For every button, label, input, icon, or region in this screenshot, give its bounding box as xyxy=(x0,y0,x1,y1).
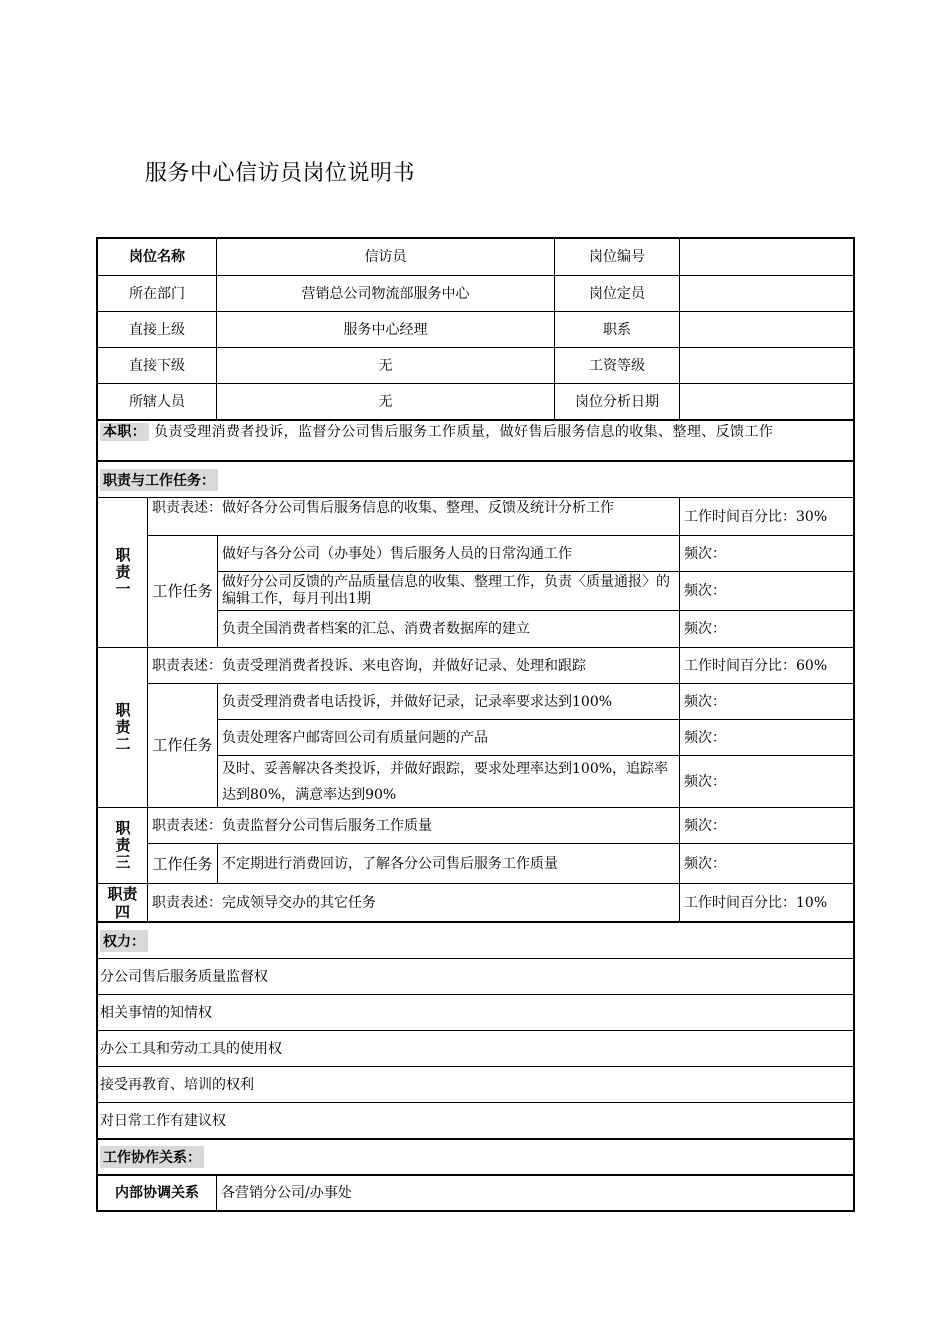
task-row xyxy=(218,720,853,756)
duty-3-block xyxy=(98,808,853,884)
duty-1-pct: 工作时间百分比：30% xyxy=(684,508,828,525)
task-freq: 频次： xyxy=(684,583,726,599)
duty-3-task-list xyxy=(218,844,853,883)
task-row xyxy=(218,844,853,883)
task-row xyxy=(218,611,853,647)
basic-label: 所辖人员 xyxy=(98,384,217,419)
task-text: 做好与各分公司（办事处）售后服务人员的日常沟通工作 xyxy=(218,536,680,571)
duty-4-pct: 工作时间百分比：10% xyxy=(684,894,828,911)
job-description-table xyxy=(96,237,855,1212)
basic-label: 岗位编号 xyxy=(555,239,680,275)
duty-1-task-label: 工作任务 xyxy=(148,536,218,647)
benzhi-content xyxy=(98,421,775,441)
duty-2-pct: 工作时间百分比：60% xyxy=(684,657,828,674)
coop-row xyxy=(98,1176,853,1212)
basic-info-block xyxy=(96,237,855,421)
duty-3-pct: 频次： xyxy=(684,817,726,834)
power-header: 权力： xyxy=(100,930,148,952)
task-text: 做好分公司反馈的产品质量信息的收集、整理工作，负责〈质量通报〉的编辑工作，每月刊出1期 xyxy=(218,572,680,610)
duty-3-desc: 职责表述：负责监督分公司售后服务工作质量 xyxy=(148,808,680,843)
duties-header: 职责与工作任务： xyxy=(100,469,218,491)
power-item: 接受再教育、培训的权利 xyxy=(100,1076,254,1093)
task-freq: 频次： xyxy=(684,773,726,790)
basic-row xyxy=(98,312,853,348)
task-text: 不定期进行消费回访，了解各分公司售后服务工作质量 xyxy=(218,844,680,883)
basic-value xyxy=(680,348,853,383)
basic-value: 信访员 xyxy=(217,239,555,275)
duty-1-task-list xyxy=(218,536,853,647)
task-text: 负责受理消费者电话投诉，并做好记录，记录率要求达到100% xyxy=(218,684,680,719)
document-title: 服务中心信访员岗位说明书 xyxy=(145,161,416,186)
power-item: 办公工具和劳动工具的使用权 xyxy=(100,1040,282,1057)
basic-label: 工资等级 xyxy=(555,348,680,383)
coop-label: 内部协调关系 xyxy=(98,1176,217,1210)
duty-4-row xyxy=(98,884,853,923)
basic-label: 直接下级 xyxy=(98,348,217,383)
power-item: 分公司售后服务质量监督权 xyxy=(100,968,268,985)
task-text: 负责全国消费者档案的汇总、消费者数据库的建立 xyxy=(218,611,680,647)
basic-row xyxy=(98,384,853,421)
basic-value xyxy=(680,312,853,347)
coop-header: 工作协作关系： xyxy=(100,1146,204,1168)
basic-label: 所在部门 xyxy=(98,276,217,311)
task-freq: 频次： xyxy=(684,545,726,562)
duty-3-name: 职责三 xyxy=(113,820,132,871)
basic-row xyxy=(98,348,853,384)
duty-4-desc: 职责表述：完成领导交办的其它任务 xyxy=(148,884,680,921)
duty-2-task-list xyxy=(218,684,853,807)
basic-value: 无 xyxy=(217,348,555,383)
power-row xyxy=(98,1031,853,1067)
duty-2-desc-row xyxy=(148,648,853,684)
benzhi-block xyxy=(96,421,855,462)
basic-label: 职系 xyxy=(555,312,680,347)
duty-3-name-cell xyxy=(98,808,148,883)
basic-value xyxy=(680,384,853,419)
basic-row xyxy=(98,276,853,312)
basic-label: 岗位分析日期 xyxy=(555,384,680,419)
power-header-row xyxy=(98,923,853,959)
powers-section xyxy=(96,923,855,1140)
duty-1-desc-row xyxy=(148,498,853,536)
duty-2-task-label: 工作任务 xyxy=(148,684,218,807)
duty-3-task-label: 工作任务 xyxy=(148,844,218,883)
power-row xyxy=(98,959,853,995)
task-row xyxy=(218,536,853,572)
benzhi-text: 负责受理消费者投诉，监督分公司售后服务工作质量，做好售后服务信息的收集、整理、反馈工作 xyxy=(154,424,774,440)
task-row xyxy=(218,684,853,720)
power-row xyxy=(98,1103,853,1140)
duty-3-desc-row xyxy=(148,808,853,844)
duty-2-block xyxy=(98,648,853,808)
duty-1-name-cell xyxy=(98,498,148,647)
power-item: 相关事情的知情权 xyxy=(100,1004,212,1021)
task-text: 负责处理客户邮寄回公司有质量问题的产品 xyxy=(218,720,680,755)
duty-1-content xyxy=(148,498,853,647)
power-row xyxy=(98,995,853,1031)
coop-value: 各营销分公司/办事处 xyxy=(221,1185,352,1201)
duty-2-name-cell xyxy=(98,648,148,807)
duty-3-tasks xyxy=(148,844,853,883)
basic-label: 直接上级 xyxy=(98,312,217,347)
benzhi-label: 本职： xyxy=(100,423,149,441)
duty-1-tasks xyxy=(148,536,853,647)
duty-4-name: 职责四 xyxy=(98,884,148,921)
duty-1-block xyxy=(98,498,853,648)
task-freq: 频次： xyxy=(684,729,726,746)
coop-header-row xyxy=(98,1140,853,1176)
basic-label: 岗位定员 xyxy=(555,276,680,311)
basic-value xyxy=(680,276,853,311)
basic-value: 营销总公司物流部服务中心 xyxy=(217,276,555,311)
basic-value: 无 xyxy=(217,384,555,419)
power-row xyxy=(98,1067,853,1103)
basic-value xyxy=(680,239,853,275)
task-row xyxy=(218,572,853,611)
basic-label: 岗位名称 xyxy=(98,239,217,275)
basic-value: 服务中心经理 xyxy=(217,312,555,347)
duty-2-name: 职责二 xyxy=(113,702,132,753)
duty-1-desc: 职责表述：做好各分公司售后服务信息的收集、整理、反馈及统计分析工作 xyxy=(148,498,680,535)
basic-row xyxy=(98,239,853,276)
task-freq: 频次： xyxy=(684,693,726,710)
task-row xyxy=(218,756,853,807)
task-freq: 频次： xyxy=(684,855,726,872)
duties-section xyxy=(96,462,855,923)
duty-2-desc: 职责表述：负责受理消费者投诉、来电咨询，并做好记录、处理和跟踪 xyxy=(148,648,680,683)
duty-2-content xyxy=(148,648,853,807)
task-text: 及时、妥善解决各类投诉，并做好跟踪，要求处理率达到100%，追踪率达到80%，满意率达到90% xyxy=(218,756,680,807)
duty-3-content xyxy=(148,808,853,883)
benzhi-row xyxy=(98,421,853,462)
duty-2-tasks xyxy=(148,684,853,807)
coop-section xyxy=(96,1140,855,1212)
power-item: 对日常工作有建议权 xyxy=(100,1112,226,1129)
duties-header-row xyxy=(98,462,853,498)
duty-1-name: 职责一 xyxy=(113,547,132,598)
task-freq: 频次： xyxy=(684,621,726,637)
